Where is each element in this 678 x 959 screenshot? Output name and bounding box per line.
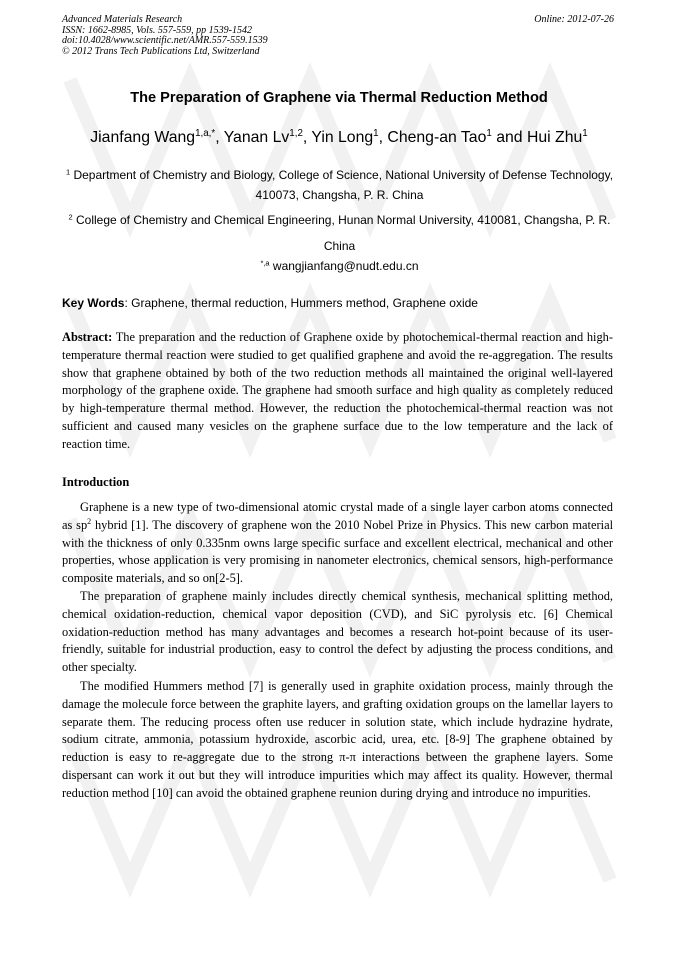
author-separator: , (378, 129, 388, 146)
author-affiliation-mark: 1 (582, 128, 588, 140)
paragraph-text: hybrid [1]. The discovery of graphene won the 2010 Nobel Prize in Physics. This new carbon material with the thickness of only 0.335nm owns large specific surface and excellent electrical, mechanical and other properties, whose application is very promising in nanometer electronics, chemical sensors, high-performance composite materials, and so on[2-5]. (62, 517, 614, 586)
superscript: 2 (87, 516, 92, 526)
author-affiliation-mark: 1,2 (289, 128, 303, 140)
author-name: Yin Long (311, 129, 374, 146)
affiliation-1 (62, 165, 617, 205)
author-affiliation-mark: 1 (486, 128, 492, 140)
author-separator: , (215, 129, 224, 146)
doi-line: doi:10.4028/www.scientific.net/AMR.557-559.1539 (62, 35, 268, 47)
paragraph-text: Graphene is a new type of two-dimensional atomic crystal made of a single layer carbon atoms connected as sp (62, 500, 613, 532)
abstract-label: Abstract: (62, 330, 113, 344)
author-affiliation-mark: 1 (373, 128, 379, 140)
email-mark: *,a (260, 258, 270, 268)
online-date: Online: 2012-07-26 (534, 14, 614, 25)
paper-title: The Preparation of Graphene via Thermal Reduction Method (130, 90, 548, 106)
journal-header (62, 15, 268, 57)
section-heading-introduction: Introduction (62, 475, 130, 489)
affiliation-mark: 2 (68, 212, 73, 222)
author-list (0, 129, 678, 147)
author-name: Hui Zhu (526, 129, 583, 146)
keywords-label: Key Words (62, 296, 125, 310)
abstract-text: The preparation and the reduction of Graphene oxide by photochemical-thermal reaction and high-temperature thermal reaction were studied to get qualified graphene and avoid the re-aggregation. The results show that graphene obtained by both of the two reduction methods all maintained the original well-layered morphology of the graphene oxide. The graphene had smooth surface and high quality as completely reduced by high-temperature thermal method. However, the reduction the photochemical-thermal reaction was not sufficient and caused many vesicles on the graphene surface due to the low temperature and the lack of reaction time. (62, 330, 614, 451)
affiliation-mark: 1 (65, 167, 71, 177)
author-name: Yanan Lv (223, 129, 290, 146)
email-address[interactable]: wangjianfang@nudt.edu.cn (272, 259, 419, 273)
intro-paragraph-1 (62, 499, 613, 588)
intro-paragraph-2: The preparation of graphene mainly includes directly chemical synthesis, mechanical splitting method, chemical oxidation-reduction, chemical vapor deposition (CVD), and SiC pyrolysis etc. [6] Chemical oxidation-reduction method has many advantages and becomes a research hot-point because of its user-friendly, suitable for industrial production, easy to control the defect by adjusting the process conditions, and other specialty. (62, 589, 613, 675)
corresponding-email (62, 256, 617, 276)
intro-paragraph-3: The modified Hummers method [7] is generally used in graphite oxidation process, mainly through the damage the molecule force between the graphite layers, and grafting oxidation groups on the lamellar layers to separate them. The reducing process often use reducer in solution state, which include hydrazine hydrate, sodium citrate, ammonia, potassium hydroxide, ascorbic acid, urea, etc. [8-9] The graphene obtained by reduction is easy to re-aggregate due to the strong π-π interactions between the graphene layers. Some dispersant can work it out but they will introduce impurities which may affect its quality. However, thermal reduction method [10] can avoid the obtained graphene reunion during drying and introduce no impurities. (62, 679, 613, 800)
author-separator: , (302, 129, 312, 146)
affiliation-text: College of Chemistry and Chemical Engineering, Hunan Normal University, 410081, Changsha, P. R. China (75, 213, 611, 253)
copyright-line: © 2012 Trans Tech Publications Ltd, Switzerland (62, 45, 260, 57)
journal-name: Advanced Materials Research (62, 14, 183, 25)
abstract (62, 329, 613, 454)
keywords (62, 296, 622, 310)
author-name: Cheng-an Tao (387, 129, 487, 146)
author-separator: and (491, 129, 527, 146)
author-name: Jianfang Wang (90, 129, 196, 146)
affiliation-text: Department of Chemistry and Biology, College of Science, National University of Defense Technology, 410073, Changsha, P. R. China (73, 168, 614, 202)
issn-line: ISSN: 1662-8985, Vols. 557-559, pp 1539-1542 (62, 24, 252, 36)
author-affiliation-mark: 1,a,* (195, 128, 216, 140)
keywords-text: : Graphene, thermal reduction, Hummers method, Graphene oxide (124, 296, 478, 310)
affiliation-2 (62, 207, 617, 259)
